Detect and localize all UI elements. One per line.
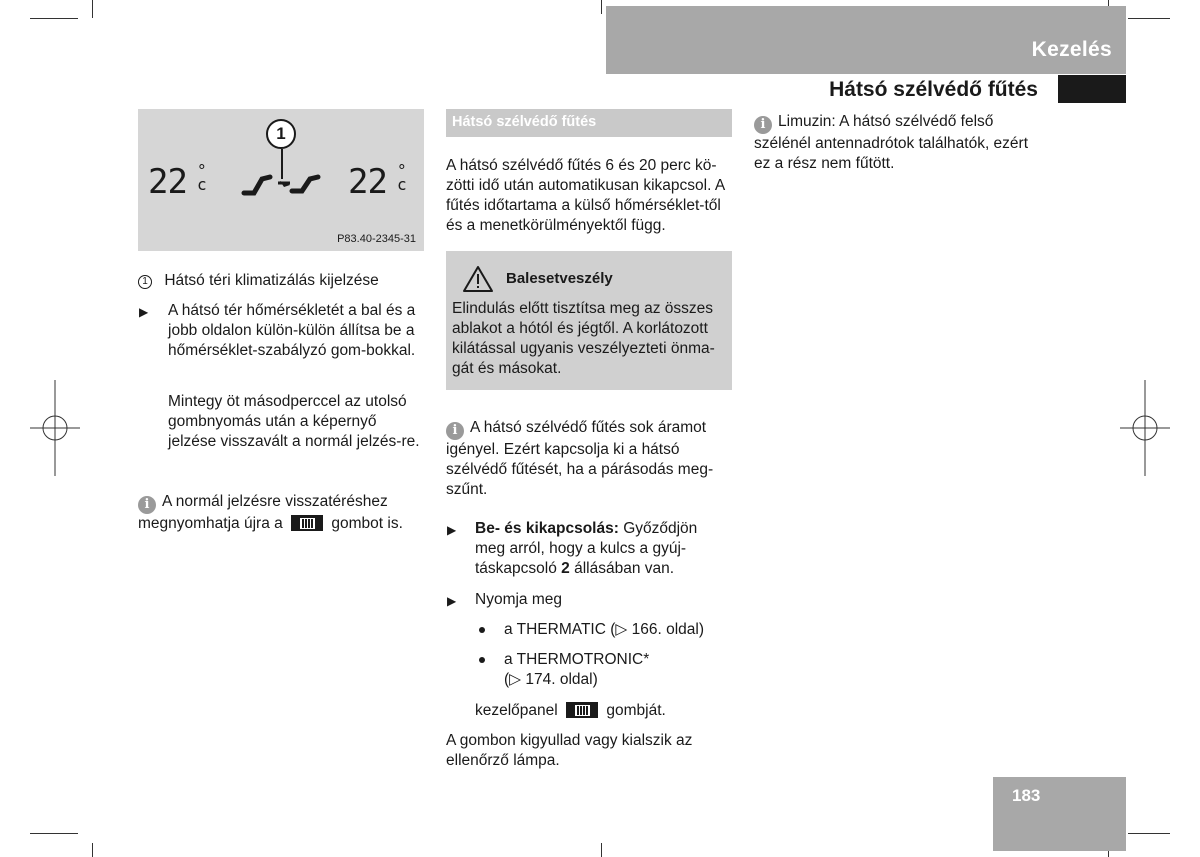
panel-text: kezelőpanel gombját. [475, 702, 666, 719]
registration-mark [1120, 380, 1170, 476]
crop-mark [1128, 833, 1170, 834]
warning-title: Balesetveszély [506, 270, 613, 287]
callout-1: 1 [266, 119, 296, 149]
bullet-dot [479, 657, 485, 663]
step-text: A hátsó tér hőmérsékletét a bal és a jobb oldalon külön-külön állítsa be a hőmérséklet-szabályzó gom-bokkal. [168, 302, 416, 359]
section-title: Hátsó szélvédő fűtés [829, 78, 1038, 101]
crop-mark [601, 0, 602, 14]
crop-mark [30, 833, 78, 834]
crop-mark [30, 18, 78, 19]
subsection-heading: Hátsó szélvédő fűtés [446, 109, 732, 137]
temp-right: 22 [348, 162, 387, 202]
result-text: A gombon kigyullad vagy kialszik az ellenőrző lámpa. [446, 732, 693, 769]
legend-text: Hátsó téri klimatizálás kijelzése [164, 272, 379, 289]
legend-number: 1 [138, 275, 152, 289]
crop-mark [601, 843, 602, 857]
crop-mark [1128, 18, 1170, 19]
info-note: i A normál jelzésre visszatéréshez megnyomhatja újra a gombot is. [138, 493, 403, 532]
rear-defrost-icon [566, 702, 598, 718]
registration-mark [30, 380, 80, 476]
figure-code: P83.40-2345-31 [337, 233, 416, 245]
arrow-right-icon: ▶ [447, 594, 457, 608]
info-note: i A hátsó szélvédő fűtés sok áramot igényel. Ezért kapcsolja ki a hátsó szélvédő fűtését, ha a párásodás meg-szűnt. [446, 419, 714, 498]
temp-left: 22 [148, 162, 187, 202]
step-text: Nyomja meg [475, 591, 562, 608]
climate-display-figure [138, 109, 424, 251]
page-number: 183 [1012, 786, 1041, 805]
section-tab-marker [1058, 75, 1126, 103]
crop-mark [92, 843, 93, 857]
warning-box [446, 251, 732, 390]
legend-item [138, 271, 418, 291]
step-text: Be- és kikapcsolás: Győződjön meg arról, hogy a kulcs a gyúj-táskapcsoló 2 állásában van. [475, 520, 698, 577]
step-note: Mintegy öt másodperccel az utolsó gombnyomás után a képernyő jelzése visszavált a normál jelzés-re. [168, 393, 420, 450]
callout-line [281, 149, 283, 179]
chapter-title: Kezelés [1031, 38, 1112, 61]
crop-mark [92, 0, 93, 18]
rear-defrost-icon [291, 515, 323, 531]
bullet-item: a THERMATIC (▷ 166. oldal) [504, 621, 704, 638]
info-icon: i [446, 422, 464, 440]
arrow-right-icon: ▶ [447, 523, 457, 537]
bullet-dot [479, 627, 485, 633]
warning-text: Elindulás előtt tisztítsa meg az összes ablakot a hótól és jégtől. A korlátozott kilátással ugyanis veszélyezteti önma-gát és másokat. [452, 300, 715, 377]
info-note: i Limuzin: A hátsó szélvédő felső szélénél antennadrótok találhatók, ezért ez a rész nem fűtött. [754, 113, 1029, 172]
warning-triangle-icon [462, 265, 494, 293]
temp-unit-left: ° c [197, 161, 207, 194]
arrow-right-icon: ▶ [139, 305, 149, 319]
intro-text: A hátsó szélvédő fűtés 6 és 20 perc kö-zötti idő után automatikusan kikapcsol. A fűtés időtartama a külső hőmérséklet-től és a menetkörülményektől függ. [446, 157, 725, 234]
info-icon: i [138, 496, 156, 514]
chapter-header-bar [606, 6, 1126, 74]
info-icon: i [754, 116, 772, 134]
bullet-item: a THERMOTRONIC* (▷ 174. oldal) [504, 651, 650, 688]
temp-unit-right: ° c [397, 161, 407, 194]
